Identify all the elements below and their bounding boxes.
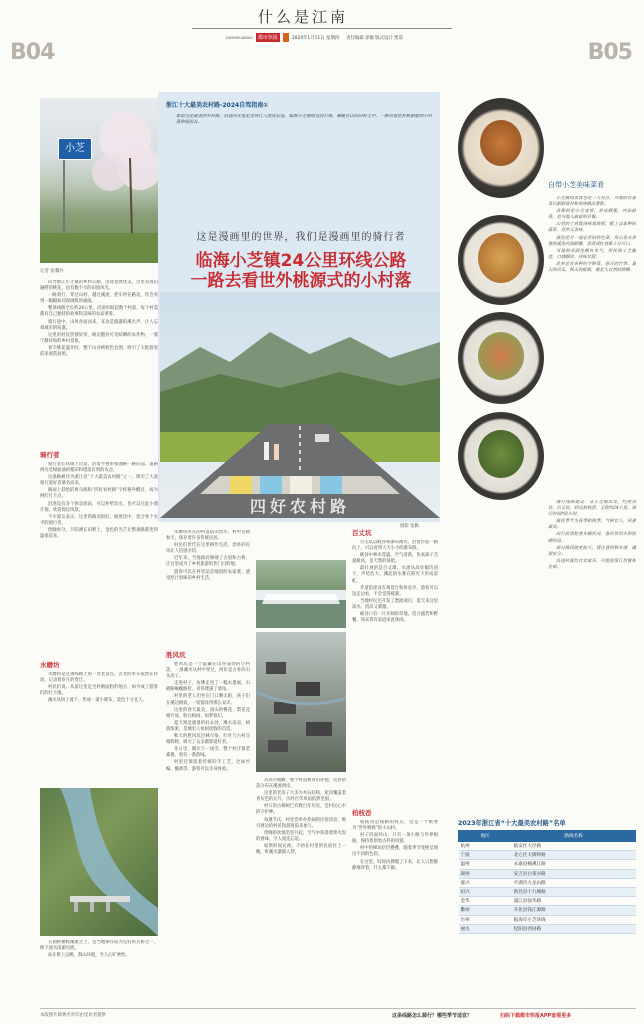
table-row [459, 860, 636, 869]
rank-region: 嘉兴 [459, 878, 512, 887]
dish-food-1 [480, 120, 522, 166]
masthead [226, 33, 403, 42]
dish-photo-3 [458, 312, 544, 404]
dish-photo-4 [458, 412, 544, 500]
subheading-watermill: 水磨坊 [40, 661, 60, 669]
rank-route: 新昌县十九峰路 [512, 887, 636, 896]
dish-food-4 [478, 430, 524, 478]
paper-name: 都市快报 [257, 35, 278, 41]
dish-food-3 [478, 332, 524, 380]
headline-line-2: 一路去看世外桃源式的小村落 [190, 271, 412, 291]
table-row [459, 851, 636, 860]
dish-photo-1 [458, 98, 544, 198]
left-body-text-3: 水磨坊是这条线路上的一处老景点，古老的水车依然在转动，记录着岁月的变迁。 村民们说，从前这里是全村磨面粉的地方，如今成了游客们的打卡地。 溪水从坝上流下，形成一道小瀑布，景色十分宜人。 [40, 672, 158, 704]
mid-body-text-2: 胜风坑是一个隐藏在山谷深处的小村落，一条溪水从村中穿过，两岸是古朴的石头房子。 走进村子，仿佛走进了一幅水墨画，石板路蜿蜒曲折，青苔爬满了墙角。 村里的老人们坐在门口晒太阳，孩子们在溪边嬉戏，一切都显得那么安详。 这里的春天最美，漫山的桃花、梨花竞相开放，粉白相间，如梦似幻。 夏天则是避暑的好去处，溪水清凉，树荫浓密，是城里人休闲度假的首选。 秋天的胜风坑层林尽染，红叶与古村交相辉映，吸引了众多摄影爱好者。 冬日里，偶尔下一场雪，整个村庄银装素裹，别有一番韵味。 村里还保留着传统的手工艺，比如竹编、酿酒等，游客可以亲身体验。 [166, 662, 250, 772]
rank-route: 开化县钱江源路 [512, 906, 636, 915]
rank-title: 2023年浙江省“十大最美农村路”名单 [458, 820, 566, 827]
left-body-text-4: 五洞桥横跨溪流之上，是当地保存较为完好的古桥之一，桥下流水清澈见底。 站在桥上远眺，群山环抱，令人心旷神怡。 [40, 940, 158, 959]
rank-region: 温州 [459, 860, 512, 869]
table-row [459, 842, 636, 851]
rank-route: 临安区大径路 [512, 842, 636, 851]
rank-route: 安吉县白茶谷路 [512, 869, 636, 878]
mid-body-text-4: 百丈坑以峡谷和瀑布闻名，沿着步道一路向上，可以看到大大小小的瀑布群。 峡谷中林木茂盛，空气清新，负氧离子含量极高，是天然的氧吧。 最壮观的是百丈瀑，水流从高处倾泻而下，声势浩大，溅起的水雾在阳光下形成彩虹。 步道沿途设有观景台和休息亭，游客可以边走边看，不会觉得疲累。 当地村民还开发了漂流项目，夏天来这里戏水，清凉又刺激。 峡谷口有一片开阔的草地，适合露营和野餐，周末常有家庭来此休闲。 [352, 540, 438, 624]
footer-rule [40, 1008, 636, 1009]
table-row [459, 906, 636, 915]
rank-region: 湖州 [459, 869, 512, 878]
street-sign: 小芝 [58, 138, 92, 160]
rank-header-region: 地区 [459, 831, 512, 842]
right-body-text-2: 骑行线路建议：从小芝镇出发，经胜风坑、百丈坑，到达柏枝岙，全程约24公里，骑行时间约3小时。 最佳季节为春季和秋季，气候宜人，风景最美。 出行前请检查车辆状况，备好饮用水和防晒用品。 部分路段坡度较大，请注意控制车速，确保安全。 沿途村落均有农家乐，可提前预订用餐和住宿。 [548, 500, 636, 570]
photo-credit-feature: 摄影 张勤 [400, 524, 419, 529]
rank-region: 衢州 [459, 906, 512, 915]
rank-route: 浦江县仙华路 [512, 897, 636, 906]
rank-region: 台州 [459, 915, 512, 924]
rank-region: 杭州 [459, 842, 512, 851]
rank-region: 绍兴 [459, 887, 512, 896]
blossom-trees-illustration [40, 98, 158, 263]
table-row [459, 924, 636, 933]
rank-region: 宁波 [459, 851, 512, 860]
mid-body-text-1: 水磨坊所在的村落依山傍水，村中古树参天，保存着许多传统民居。 村民们世代在这里耕作生活，淳朴的民风让人倍感亲切。 近年来，当地政府修缮了古道和古桥，让这里成为了乡村旅游的热门目的地。 游客可以在村里品尝地道的农家菜，感受原汁原味的乡村生活。 [166, 530, 250, 581]
headline-line-1: 临海小芝镇24公里环线公路 [195, 251, 407, 271]
photo-credit-left: 记者 张馨丹 [40, 269, 64, 274]
footer-question: 这条线路怎么骑行？哪些季节适宜？ [392, 1013, 473, 1019]
aerial-river-illustration [40, 788, 158, 936]
village-aerial-photo [256, 632, 346, 772]
subheading-cyclist: 骑行者 [40, 451, 60, 459]
table-row [459, 897, 636, 906]
aerial-photo-bridge [40, 788, 158, 936]
table-row [459, 878, 636, 887]
footer-app-promo[interactable]: 扫码下载都市快报APP查看更多 [500, 1013, 572, 1019]
editor-line: 责任编辑 徐敏 版式设计 凯诺 [346, 35, 404, 41]
hero-road-photo [160, 292, 440, 518]
rank-route: 永嘉县楠溪江路 [512, 860, 636, 869]
left-body-text-1: 向导浙江小芝镇的乡村公路，沿途景致优美，这里有漫山遍野的桃花，也有数不尽的田园风光。 一路骑行，穿过山村，越过溪流，把车停在路边，你会看到一幅幅如同漫画般的画面。 整条线路全长约24公里，沿途串联起数个村落，每个村落都有自己独特的故事和美味的农家菜肴。 骑行途中，山风扑面而来，耳边是潺潺的溪水声，让人忘却城市的喧嚣。 这里的村民热情好客，路边随处可见晾晒的农作物，一派宁静祥和的乡村景象。 春天桃花盛开时，整个山谷被粉色包围，吸引了大批游客前来观赏拍照。 [40, 280, 158, 358]
street-sign-photo [40, 98, 158, 263]
road-painted-text: 四好农村路 [249, 497, 350, 516]
road-landscape-illustration [160, 292, 440, 518]
table-row [459, 869, 636, 878]
table-row [459, 887, 636, 896]
dish-food-2 [478, 233, 524, 283]
rank-header-route: 路线名称 [512, 831, 636, 842]
rank-table [458, 830, 636, 934]
rank-route: 平湖市九龙山路 [512, 878, 636, 887]
subheading-fengkeng: 胜风坑 [166, 651, 186, 659]
food-title: 自带小芝美味菜肴 [548, 181, 604, 189]
rank-region: 丽水 [459, 924, 512, 933]
page-number-right: B05 [587, 40, 632, 65]
table-row [459, 915, 636, 924]
section-title: 什么是江南 [258, 8, 349, 26]
subheading-baizhangkeng: 百丈坑 [352, 529, 372, 537]
footer-note: 本版图片除署名外均由受访者提供 [40, 1013, 106, 1018]
rank-route: 松阳县西屏路 [512, 924, 636, 933]
dish-photo-2 [458, 215, 544, 305]
header-rule [192, 28, 452, 29]
subheading-baizhiao: 柏枝岙 [352, 809, 372, 817]
village-roofs-illustration [256, 632, 346, 772]
mid-body-text-3: 从高空俯瞰，整个村落被青山环抱，民居错落分布在溪流两岸。 这里的老房子大多为木石结构，屋顶覆盖着青灰色的瓦片，历经百年风雨依然坚固。 村口的古樟树已有数百年历史，是村民心中的守护神。 每逢节庆，村里会举办热闹的民俗活动，吸引周边的村民和游客前来参与。 傍晚的炊烟袅袅升起，空气中弥漫着柴火饭的香味，令人流连忘返。 如果时间充裕，不妨在村里的民宿住上一晚，听溪水潺潺入梦。 [256, 778, 346, 856]
rank-region: 金华 [459, 897, 512, 906]
waterfall-illustration [256, 560, 346, 628]
feature-kicker: 这是漫画里的世界，我们是漫画里的骑行者 [196, 232, 406, 243]
rank-route: 北仑区大碶岭路 [512, 851, 636, 860]
logo-mark [283, 33, 289, 42]
column-tag: 浙江十大最美农村路-2024自驾指南① [166, 102, 269, 109]
mid-body-text-5: 柏枝岙是线路的终点，这是一个被誉为“世外桃源”的小山村。 村子四面环山，只有一条小路与外界相通，保持着原始古朴的风貌。 村中的梯田层层叠叠，随着季节变换呈现出不同的色彩。 在这里，时间仿佛慢了下来，让人只想静静地待着，什么都不做。 [352, 820, 438, 871]
rank-route: 临海市小芝环线 [512, 915, 636, 924]
paper-name-top: DUSHIKUAIBAO [226, 35, 253, 40]
waterfall-photo [256, 560, 346, 628]
feature-intro: 都说这是最美的乡村路，沿途风光更是美得让人流连忘返。临海小芝镇的这段公路，蜿蜒在山间田野之中，一路向着世外桃源般的小村落伸展而去。 [176, 114, 432, 126]
left-body-text-2: 骑行者们从镇上出发，沿着平整的柏油路一路向前。道路两旁是绿油油的稻田和错落有致的农舍。 这条路被评为浙江省“十大最美农村路”之一，吸引了大量骑行爱好者慕名而来。 路面上彩绘的斑马线和“四好农村路”字样格外醒目，成为网红打卡点。 沿途设有多个休息驿站，可以补给饮水，也可以在此小憩片刻，欣赏周边风景。 不少骑友表示，这里的路况很好，坡度适中，适合各个水平的骑行者。 傍晚时分，夕阳洒在田野上，金色的光芒让整条路都变得温柔起来。 [40, 462, 158, 540]
page-number-left: B04 [10, 40, 55, 65]
date-line: 2024年1月11日 星期四 [291, 35, 340, 41]
right-body-text-1: 小芝镇的美食也是一大亮点，当地的农家菜以新鲜食材和传统做法著称。 首推的是小芝麦饼，外皮酥脆，内馅鲜香，是当地人最爱的早餐。 山里的土鸡煲汤味道浓郁，配上自家种的蔬菜，营养又美味。 溪鱼是另一道必尝的特色菜，用山泉水养殖的溪鱼肉质鲜嫩，清蒸或红烧都十分可口。 当地的米酒也颇有名气，用传统工艺酿造，口感醇厚，回味甘甜。 此外还有各种时令野菜，春天的竹笋、夏天的苦瓜、秋天的板栗，都是大自然的馈赠。 [548, 196, 636, 274]
